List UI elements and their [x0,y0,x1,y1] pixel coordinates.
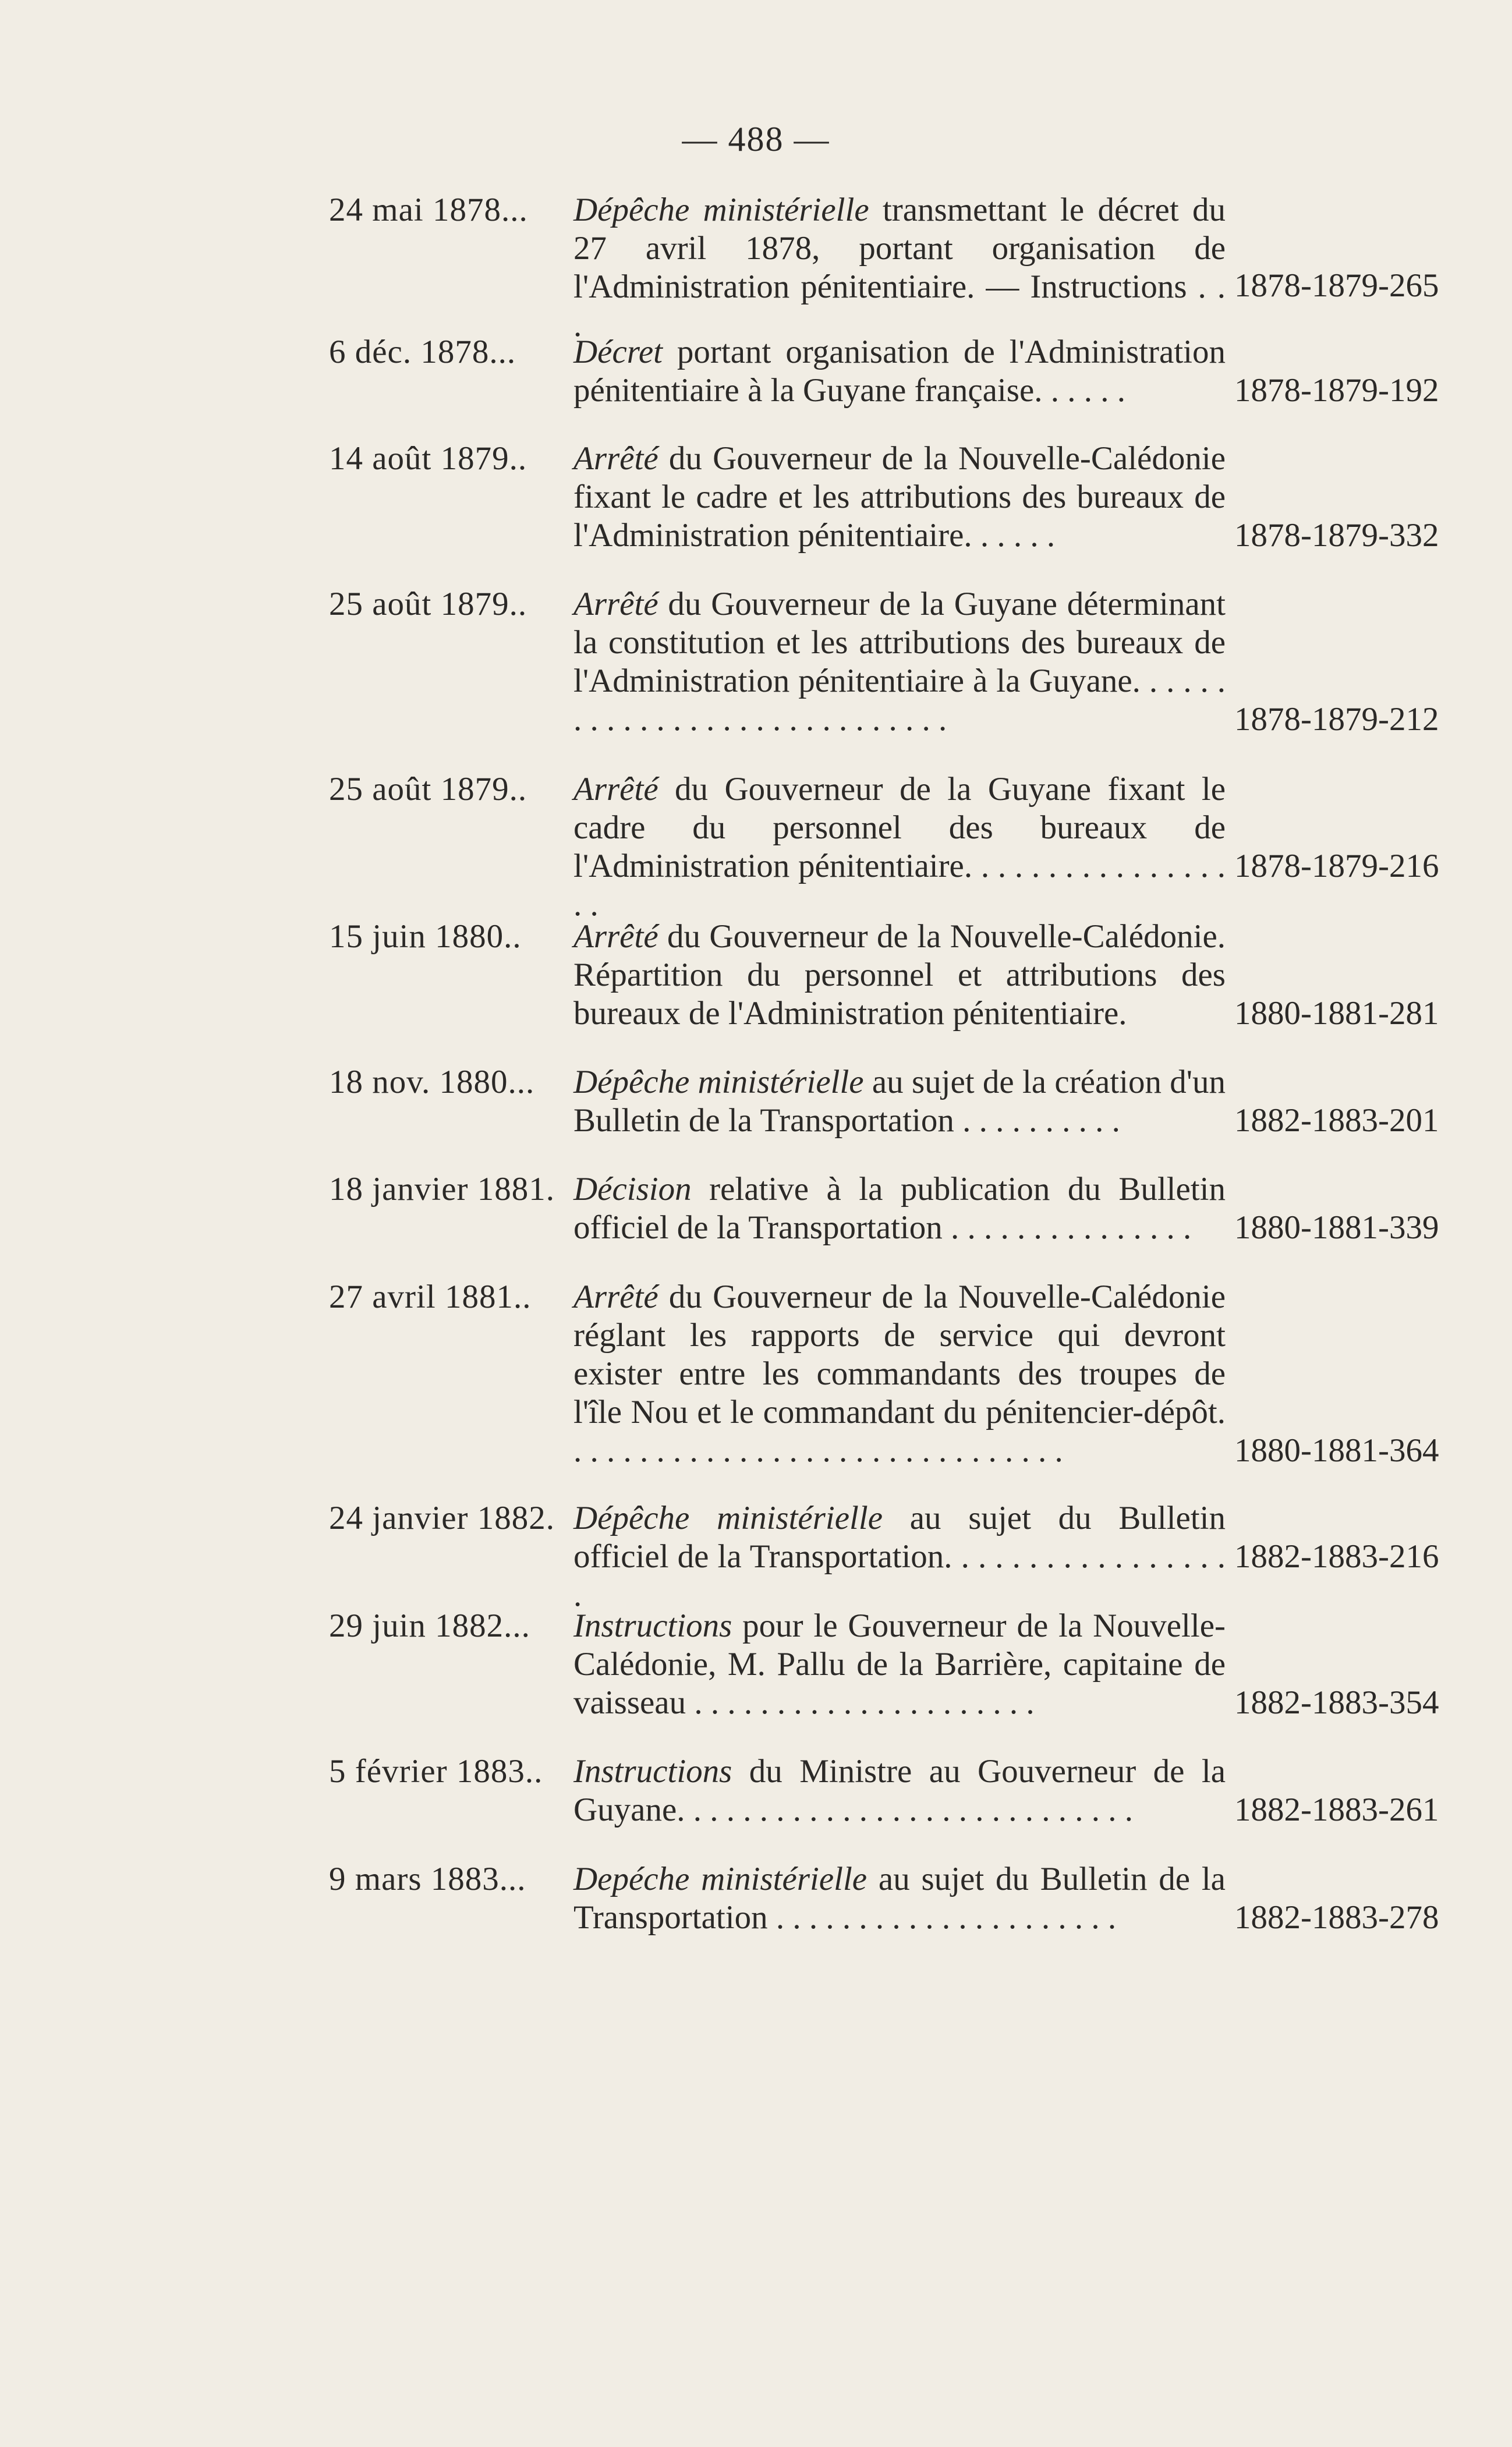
entry-description: pour le Gouverneur de la Nouvelle-Calédonie, M. Pallu de la Barrière, capitaine de vaisseau . . . . . . . . . . . . . . . . . . . . . [573,1607,1226,1721]
entry-title: Arrêté [573,440,658,477]
entry-date: 29 juin 1882... [329,1607,530,1644]
entry-date: 24 janvier 1882. [329,1500,555,1536]
entry-text [573,585,1226,739]
entry-reference: 1880-1881-281 [1234,995,1439,1032]
entry-description: du Gouverneur de la Nouvelle-Calédonie réglant les rapports de service qui devront exister entre les commandants des troupes de l'île Nou et le commandant du pénitencier-dépôt. . . . . . . . . . . . . . . . . . . . . . . . . . . . . . . [573,1279,1226,1469]
entry-reference: 1880-1881-339 [1234,1209,1439,1246]
entry-date: 25 août 1879.. [329,586,527,622]
entry-date: 9 mars 1883... [329,1861,526,1897]
entry-description: du Gouverneur de la Guyane fixant le cadre du personnel des bureaux de l'Administration pénitentiaire. . . . . . . . . . . . . . . . . . [573,771,1226,923]
entry-title: Décret [573,334,663,370]
entry-text [573,1860,1226,1937]
entry-title: Instructions [573,1607,732,1644]
entry-reference: 1878-1879-216 [1234,848,1439,884]
entry-reference: 1882-1883-278 [1234,1899,1439,1936]
entry-date: 14 août 1879.. [329,440,527,477]
entry-date: 18 janvier 1881. [329,1171,555,1207]
entry-title: Arrêté [573,771,658,808]
entry-text [573,1278,1226,1470]
entry-description: portant organisation de l'Administration pénitentiaire à la Guyane française. . . . . . [573,334,1226,409]
entry-text [573,918,1226,1033]
entry-title: Arrêté [573,918,658,955]
entry-title: Depéche ministérielle [573,1861,867,1897]
entry-date: 6 déc. 1878... [329,334,516,370]
entry-date: 25 août 1879.. [329,771,527,808]
entry-reference: 1878-1879-332 [1234,517,1439,554]
entry-reference: 1878-1879-265 [1234,267,1439,304]
entry-text [573,770,1226,924]
entry-text [573,440,1226,555]
entry-text [573,1170,1226,1247]
entry-description: du Gouverneur de la Guyane déterminant la constitution et les attributions des bureaux de l'Administration pénitentiaire à la Guyane. . . . . . . . . . . . . . . . . . . . . . . . . . . . . [573,586,1226,738]
entry-description: au sujet du Bulletin de la Transportation . . . . . . . . . . . . . . . . . . . . . [573,1861,1226,1936]
entry-title: Décision [573,1171,692,1207]
entry-reference: 1878-1879-212 [1234,701,1439,738]
entry-description: du Ministre au Gouverneur de la Guyane. . . . . . . . . . . . . . . . . . . . . . . . . . . . [573,1753,1226,1828]
entry-text [573,1499,1226,1614]
entry-description: au sujet de la création d'un Bulletin de la Transportation . . . . . . . . . . [573,1064,1226,1139]
entry-title: Dépêche ministérielle [573,1500,883,1536]
entry-text [573,1607,1226,1722]
entry-text [573,333,1226,410]
entry-reference: 1880-1881-364 [1234,1432,1439,1469]
entry-date: 5 février 1883.. [329,1753,543,1790]
entry-reference: 1882-1883-201 [1234,1102,1439,1139]
entry-text [573,1752,1226,1829]
entry-title: Arrêté [573,1279,658,1315]
entry-title: Dépêche ministérielle [573,1064,864,1100]
entry-title: Instructions [573,1753,732,1790]
entry-description: relative à la publication du Bulletin officiel de la Transportation . . . . . . . . . . . . . . . [573,1171,1226,1246]
entry-date: 15 juin 1880.. [329,918,522,955]
entry-description: au sujet du Bulletin officiel de la Transportation. . . . . . . . . . . . . . . . . . [573,1500,1226,1613]
entry-date: 27 avril 1881.. [329,1279,532,1315]
entry-reference: 1882-1883-354 [1234,1684,1439,1721]
entry-reference: 1882-1883-261 [1234,1791,1439,1828]
entry-description: du Gouverneur de la Nouvelle-Calédonie fixant le cadre et les attributions des bureaux de l'Administration pénitentiaire. . . . . . [573,440,1226,554]
entry-reference: 1878-1879-192 [1234,372,1439,409]
entry-text [573,191,1226,345]
page-number: — 488 — [682,120,830,158]
entry-date: 18 nov. 1880... [329,1064,535,1100]
entry-description: transmettant le décret du 27 avril 1878, portant organisation de l'Administration pénitentiaire. — Instructions . . . [573,192,1226,343]
entry-reference: 1882-1883-216 [1234,1538,1439,1575]
entry-text [573,1063,1226,1140]
entry-date: 24 mai 1878... [329,192,528,228]
entry-description: du Gouverneur de la Nouvelle-Calédonie. Répartition du personnel et attributions des bureaux de l'Administration pénitentiaire. [573,918,1226,1032]
entry-title: Dépêche ministérielle [573,192,869,228]
entry-title: Arrêté [573,586,658,622]
